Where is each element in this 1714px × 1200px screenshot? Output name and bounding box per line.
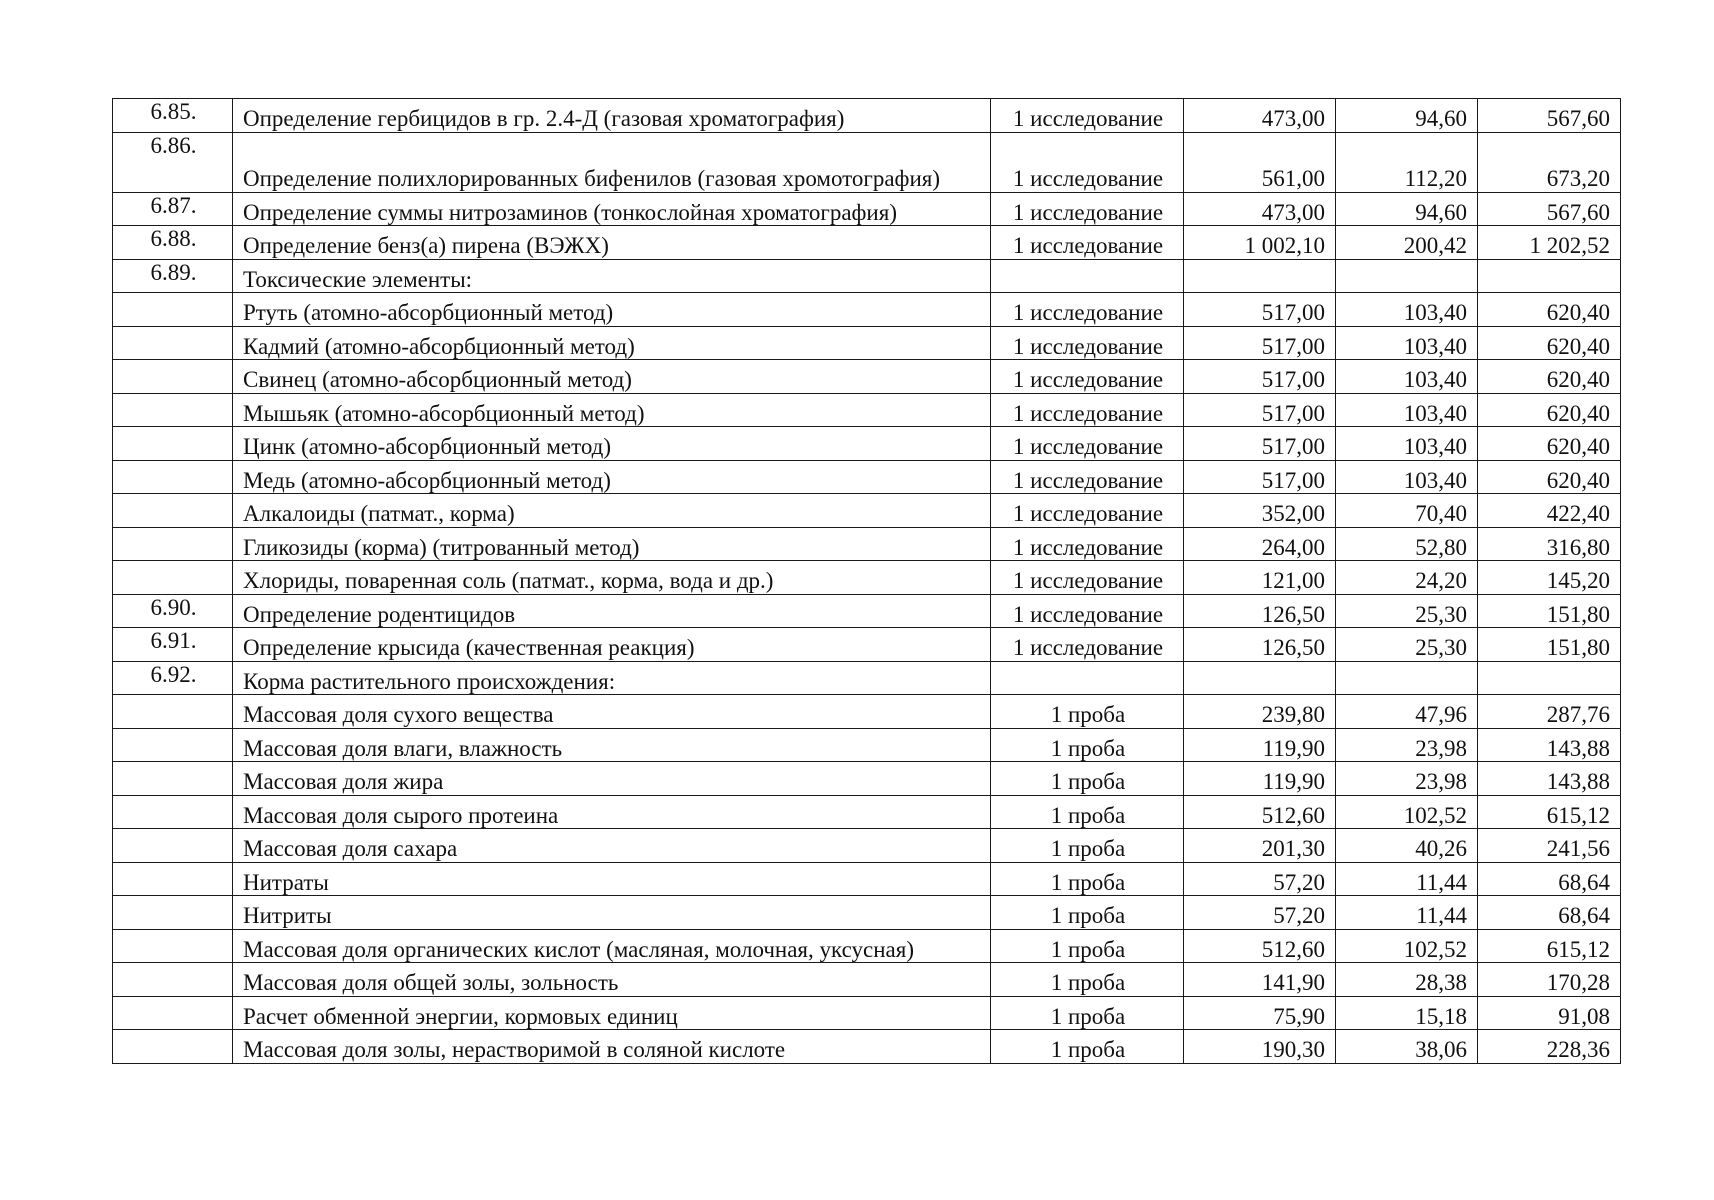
unit-cell: 1 проба: [991, 762, 1184, 796]
item-number-cell: [113, 360, 233, 394]
vat-cell: 103,40: [1336, 460, 1478, 494]
item-number-cell: [113, 293, 233, 327]
item-number-cell: 6.90.: [113, 594, 233, 628]
price-cell: 473,00: [1184, 192, 1336, 226]
service-name-cell: Массовая доля жира: [233, 762, 991, 796]
total-cell: 620,40: [1478, 360, 1621, 394]
price-cell: 352,00: [1184, 494, 1336, 528]
table-row: [113, 829, 1621, 863]
vat-cell: 23,98: [1336, 762, 1478, 796]
unit-cell: 1 проба: [991, 996, 1184, 1030]
item-number-cell: [113, 862, 233, 896]
item-number-cell: [113, 728, 233, 762]
table-row: [113, 762, 1621, 796]
unit-cell: 1 исследование: [991, 99, 1184, 133]
item-number-cell: [113, 561, 233, 595]
vat-cell: 103,40: [1336, 293, 1478, 327]
price-cell: 561,00: [1184, 132, 1336, 192]
table-row: [113, 99, 1621, 133]
price-cell: 119,90: [1184, 728, 1336, 762]
vat-cell: 24,20: [1336, 561, 1478, 595]
service-name-cell: Массовая доля сахара: [233, 829, 991, 863]
vat-cell: 102,52: [1336, 929, 1478, 963]
item-number-cell: [113, 1030, 233, 1064]
unit-cell: 1 проба: [991, 1030, 1184, 1064]
total-cell: 143,88: [1478, 728, 1621, 762]
item-number-cell: [113, 695, 233, 729]
table-row: [113, 259, 1621, 293]
service-name-cell: Цинк (атомно-абсорбционный метод): [233, 427, 991, 461]
item-number-cell: [113, 494, 233, 528]
price-cell: 517,00: [1184, 460, 1336, 494]
unit-cell: 1 исследование: [991, 561, 1184, 595]
table-row: [113, 360, 1621, 394]
item-number-cell: [113, 393, 233, 427]
table-row: [113, 728, 1621, 762]
price-cell: 517,00: [1184, 393, 1336, 427]
unit-cell: 1 исследование: [991, 527, 1184, 561]
total-cell: [1478, 661, 1621, 695]
vat-cell: 102,52: [1336, 795, 1478, 829]
total-cell: 91,08: [1478, 996, 1621, 1030]
total-cell: 620,40: [1478, 393, 1621, 427]
unit-cell: [991, 661, 1184, 695]
price-cell: 264,00: [1184, 527, 1336, 561]
item-number-cell: [113, 527, 233, 561]
total-cell: 151,80: [1478, 594, 1621, 628]
service-name-cell: Массовая доля органических кислот (масляная, молочная, уксусная): [233, 929, 991, 963]
service-name-cell: Определение полихлорированных бифенилов (газовая хромотография): [233, 132, 991, 192]
item-number-cell: [113, 896, 233, 930]
total-cell: 241,56: [1478, 829, 1621, 863]
table-row: [113, 561, 1621, 595]
service-name-cell: Ртуть (атомно-абсорбционный метод): [233, 293, 991, 327]
item-number-cell: [113, 460, 233, 494]
service-name-cell: Массовая доля сырого протеина: [233, 795, 991, 829]
unit-cell: 1 исследование: [991, 393, 1184, 427]
total-cell: 620,40: [1478, 293, 1621, 327]
total-cell: 673,20: [1478, 132, 1621, 192]
unit-cell: [991, 259, 1184, 293]
service-name-cell: Хлориды, поваренная соль (патмат., корма, вода и др.): [233, 561, 991, 595]
total-cell: 170,28: [1478, 963, 1621, 997]
table-row: [113, 293, 1621, 327]
table-row: [113, 1030, 1621, 1064]
unit-cell: 1 исследование: [991, 326, 1184, 360]
item-number-cell: [113, 427, 233, 461]
vat-cell: 103,40: [1336, 393, 1478, 427]
service-name-cell: Массовая доля сухого вещества: [233, 695, 991, 729]
unit-cell: 1 проба: [991, 929, 1184, 963]
table-row: [113, 661, 1621, 695]
table-row: [113, 527, 1621, 561]
price-cell: 190,30: [1184, 1030, 1336, 1064]
item-number-cell: [113, 963, 233, 997]
price-cell: 126,50: [1184, 628, 1336, 662]
service-name-cell: Мышьяк (атомно-абсорбционный метод): [233, 393, 991, 427]
unit-cell: 1 проба: [991, 862, 1184, 896]
price-cell: 517,00: [1184, 427, 1336, 461]
table-row: [113, 929, 1621, 963]
total-cell: 620,40: [1478, 326, 1621, 360]
price-cell: 75,90: [1184, 996, 1336, 1030]
vat-cell: [1336, 259, 1478, 293]
table-row: [113, 427, 1621, 461]
item-number-cell: [113, 996, 233, 1030]
price-cell: 121,00: [1184, 561, 1336, 595]
table-row: [113, 460, 1621, 494]
vat-cell: 25,30: [1336, 628, 1478, 662]
unit-cell: 1 исследование: [991, 594, 1184, 628]
total-cell: 145,20: [1478, 561, 1621, 595]
service-name-cell: Медь (атомно-абсорбционный метод): [233, 460, 991, 494]
unit-cell: 1 исследование: [991, 628, 1184, 662]
price-table-body: [113, 99, 1621, 1064]
table-row: [113, 862, 1621, 896]
price-cell: 57,20: [1184, 862, 1336, 896]
total-cell: 228,36: [1478, 1030, 1621, 1064]
price-cell: 517,00: [1184, 293, 1336, 327]
total-cell: 620,40: [1478, 460, 1621, 494]
price-cell: 141,90: [1184, 963, 1336, 997]
total-cell: 316,80: [1478, 527, 1621, 561]
table-row: [113, 132, 1621, 192]
service-name-cell: Свинец (атомно-абсорбционный метод): [233, 360, 991, 394]
service-name-cell: Определение родентицидов: [233, 594, 991, 628]
total-cell: [1478, 259, 1621, 293]
unit-cell: 1 исследование: [991, 460, 1184, 494]
table-row: [113, 594, 1621, 628]
service-name-cell: Определение бенз(а) пирена (ВЭЖХ): [233, 226, 991, 260]
total-cell: 567,60: [1478, 99, 1621, 133]
price-cell: 517,00: [1184, 326, 1336, 360]
table-row: [113, 963, 1621, 997]
unit-cell: 1 проба: [991, 695, 1184, 729]
item-number-cell: 6.91.: [113, 628, 233, 662]
total-cell: 287,76: [1478, 695, 1621, 729]
service-name-cell: Нитриты: [233, 896, 991, 930]
price-cell: 126,50: [1184, 594, 1336, 628]
price-cell: 239,80: [1184, 695, 1336, 729]
item-number-cell: [113, 929, 233, 963]
total-cell: 615,12: [1478, 795, 1621, 829]
vat-cell: 11,44: [1336, 862, 1478, 896]
unit-cell: 1 исследование: [991, 192, 1184, 226]
price-cell: 512,60: [1184, 929, 1336, 963]
service-name-cell: Массовая доля общей золы, зольность: [233, 963, 991, 997]
vat-cell: 15,18: [1336, 996, 1478, 1030]
table-row: [113, 695, 1621, 729]
vat-cell: 94,60: [1336, 192, 1478, 226]
service-name-cell: Массовая доля влаги, влажность: [233, 728, 991, 762]
service-name-cell: Корма растительного происхождения:: [233, 661, 991, 695]
total-cell: 567,60: [1478, 192, 1621, 226]
total-cell: 615,12: [1478, 929, 1621, 963]
total-cell: 143,88: [1478, 762, 1621, 796]
vat-cell: 28,38: [1336, 963, 1478, 997]
vat-cell: 103,40: [1336, 326, 1478, 360]
vat-cell: 25,30: [1336, 594, 1478, 628]
vat-cell: 38,06: [1336, 1030, 1478, 1064]
price-cell: 201,30: [1184, 829, 1336, 863]
service-name-cell: Определение суммы нитрозаминов (тонкослойная хроматография): [233, 192, 991, 226]
service-name-cell: Нитраты: [233, 862, 991, 896]
price-cell: 517,00: [1184, 360, 1336, 394]
total-cell: 68,64: [1478, 896, 1621, 930]
item-number-cell: [113, 326, 233, 360]
unit-cell: 1 исследование: [991, 427, 1184, 461]
unit-cell: 1 проба: [991, 728, 1184, 762]
item-number-cell: 6.86.: [113, 132, 233, 192]
vat-cell: [1336, 661, 1478, 695]
unit-cell: 1 проба: [991, 795, 1184, 829]
vat-cell: 200,42: [1336, 226, 1478, 260]
vat-cell: 70,40: [1336, 494, 1478, 528]
item-number-cell: 6.85.: [113, 99, 233, 133]
table-row: [113, 226, 1621, 260]
service-name-cell: Определение гербицидов в гр. 2.4-Д (газовая хроматография): [233, 99, 991, 133]
total-cell: 68,64: [1478, 862, 1621, 896]
total-cell: 1 202,52: [1478, 226, 1621, 260]
vat-cell: 47,96: [1336, 695, 1478, 729]
price-cell: 57,20: [1184, 896, 1336, 930]
price-cell: 119,90: [1184, 762, 1336, 796]
item-number-cell: [113, 795, 233, 829]
service-name-cell: Токсические элементы:: [233, 259, 991, 293]
price-table: [112, 98, 1621, 1064]
item-number-cell: 6.92.: [113, 661, 233, 695]
vat-cell: 11,44: [1336, 896, 1478, 930]
unit-cell: 1 исследование: [991, 293, 1184, 327]
unit-cell: 1 исследование: [991, 132, 1184, 192]
unit-cell: 1 исследование: [991, 360, 1184, 394]
table-row: [113, 326, 1621, 360]
unit-cell: 1 исследование: [991, 226, 1184, 260]
item-number-cell: 6.89.: [113, 259, 233, 293]
total-cell: 620,40: [1478, 427, 1621, 461]
table-row: [113, 896, 1621, 930]
table-row: [113, 795, 1621, 829]
item-number-cell: 6.88.: [113, 226, 233, 260]
price-cell: [1184, 259, 1336, 293]
vat-cell: 103,40: [1336, 427, 1478, 461]
vat-cell: 94,60: [1336, 99, 1478, 133]
price-cell: [1184, 661, 1336, 695]
price-cell: 473,00: [1184, 99, 1336, 133]
service-name-cell: Алкалоиды (патмат., корма): [233, 494, 991, 528]
table-row: [113, 494, 1621, 528]
unit-cell: 1 исследование: [991, 494, 1184, 528]
service-name-cell: Кадмий (атомно-абсорбционный метод): [233, 326, 991, 360]
service-name-cell: Массовая доля золы, нерастворимой в соляной кислоте: [233, 1030, 991, 1064]
service-name-cell: Определение крысида (качественная реакция): [233, 628, 991, 662]
vat-cell: 23,98: [1336, 728, 1478, 762]
table-row: [113, 192, 1621, 226]
table-row: [113, 393, 1621, 427]
unit-cell: 1 проба: [991, 829, 1184, 863]
table-row: [113, 628, 1621, 662]
item-number-cell: [113, 762, 233, 796]
unit-cell: 1 проба: [991, 896, 1184, 930]
vat-cell: 112,20: [1336, 132, 1478, 192]
price-cell: 512,60: [1184, 795, 1336, 829]
total-cell: 422,40: [1478, 494, 1621, 528]
service-name-cell: Расчет обменной энергии, кормовых единиц: [233, 996, 991, 1030]
vat-cell: 40,26: [1336, 829, 1478, 863]
price-cell: 1 002,10: [1184, 226, 1336, 260]
vat-cell: 103,40: [1336, 360, 1478, 394]
service-name-cell: Гликозиды (корма) (титрованный метод): [233, 527, 991, 561]
table-row: [113, 996, 1621, 1030]
item-number-cell: [113, 829, 233, 863]
vat-cell: 52,80: [1336, 527, 1478, 561]
unit-cell: 1 проба: [991, 963, 1184, 997]
total-cell: 151,80: [1478, 628, 1621, 662]
item-number-cell: 6.87.: [113, 192, 233, 226]
